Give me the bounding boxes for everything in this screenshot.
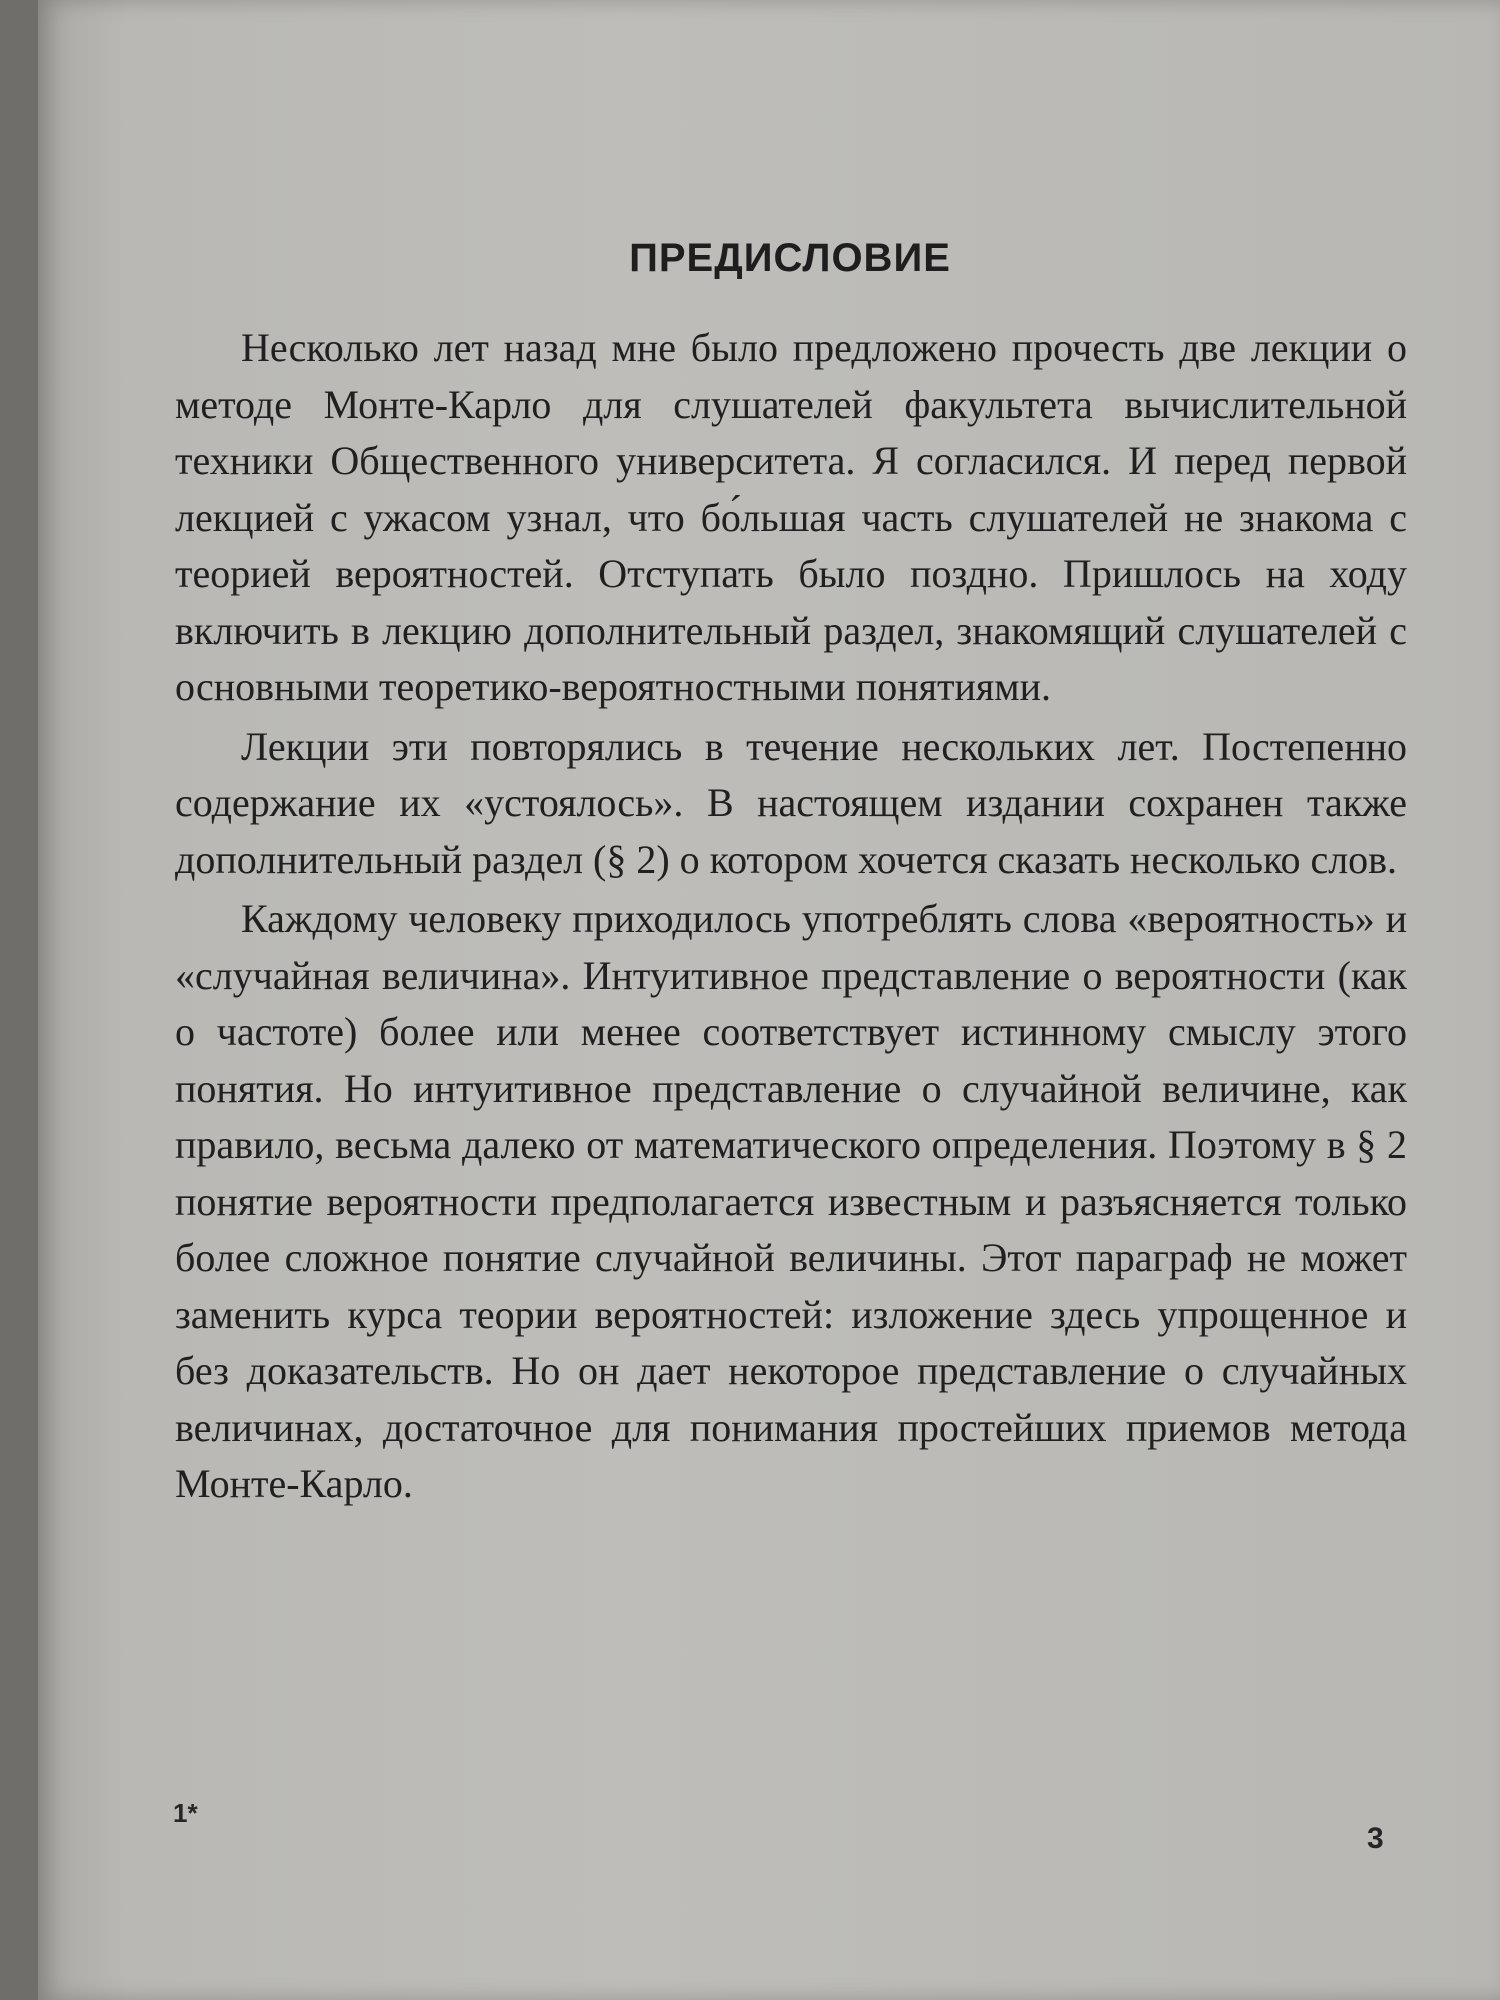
paragraph-2: Лекции эти повторялись в течение нескольких лет. Постепенно содержание их «устоялось». В настоящем издании сохранен также дополнительный раздел (§ 2) о котором хочется сказать несколько слов. bbox=[175, 723, 1407, 882]
body-text bbox=[175, 320, 1407, 1513]
paragraph-3: Каждому человеку приходилось употреблять слова «вероятность» и «случайная величина». Интуитивное представление о вероятности (как о частоте) более или менее соответствует истинному смыслу этого понятия. Но интуитивное представление о случайной величине, как правило, весьма далеко от математического определения. Поэтому в § 2 понятие вероятности предполагается известным и разъясняется только более сложное понятие случайной величины. Этот параграф не может заменить курса теории вероятностей: изложение здесь упрощенное и без доказательств. Но он дает некоторое представление о случайных величинах, достаточное для понимания простейших приемов метода Монте-Карло. bbox=[175, 896, 1407, 1506]
paragraph-1: Несколько лет назад мне было предложено прочесть две лекции о методе Монте-Карло для слушателей факультета вычислительной техники Общественного университета. Я согласился. И перед первой лекцией с ужасом узнал, что бо́льшая часть слушателей не знакома с теорией вероятностей. Отступать было поздно. Пришлось на ходу включить в лекцию дополнительный раздел, знакомящий слушателей с основными теоретико-вероятностными понятиями. bbox=[175, 325, 1407, 709]
page-heading: ПРЕДИСЛОВИЕ bbox=[629, 236, 951, 280]
page-number: 3 bbox=[1367, 1822, 1384, 1855]
signature-mark: 1* bbox=[173, 1798, 198, 1828]
